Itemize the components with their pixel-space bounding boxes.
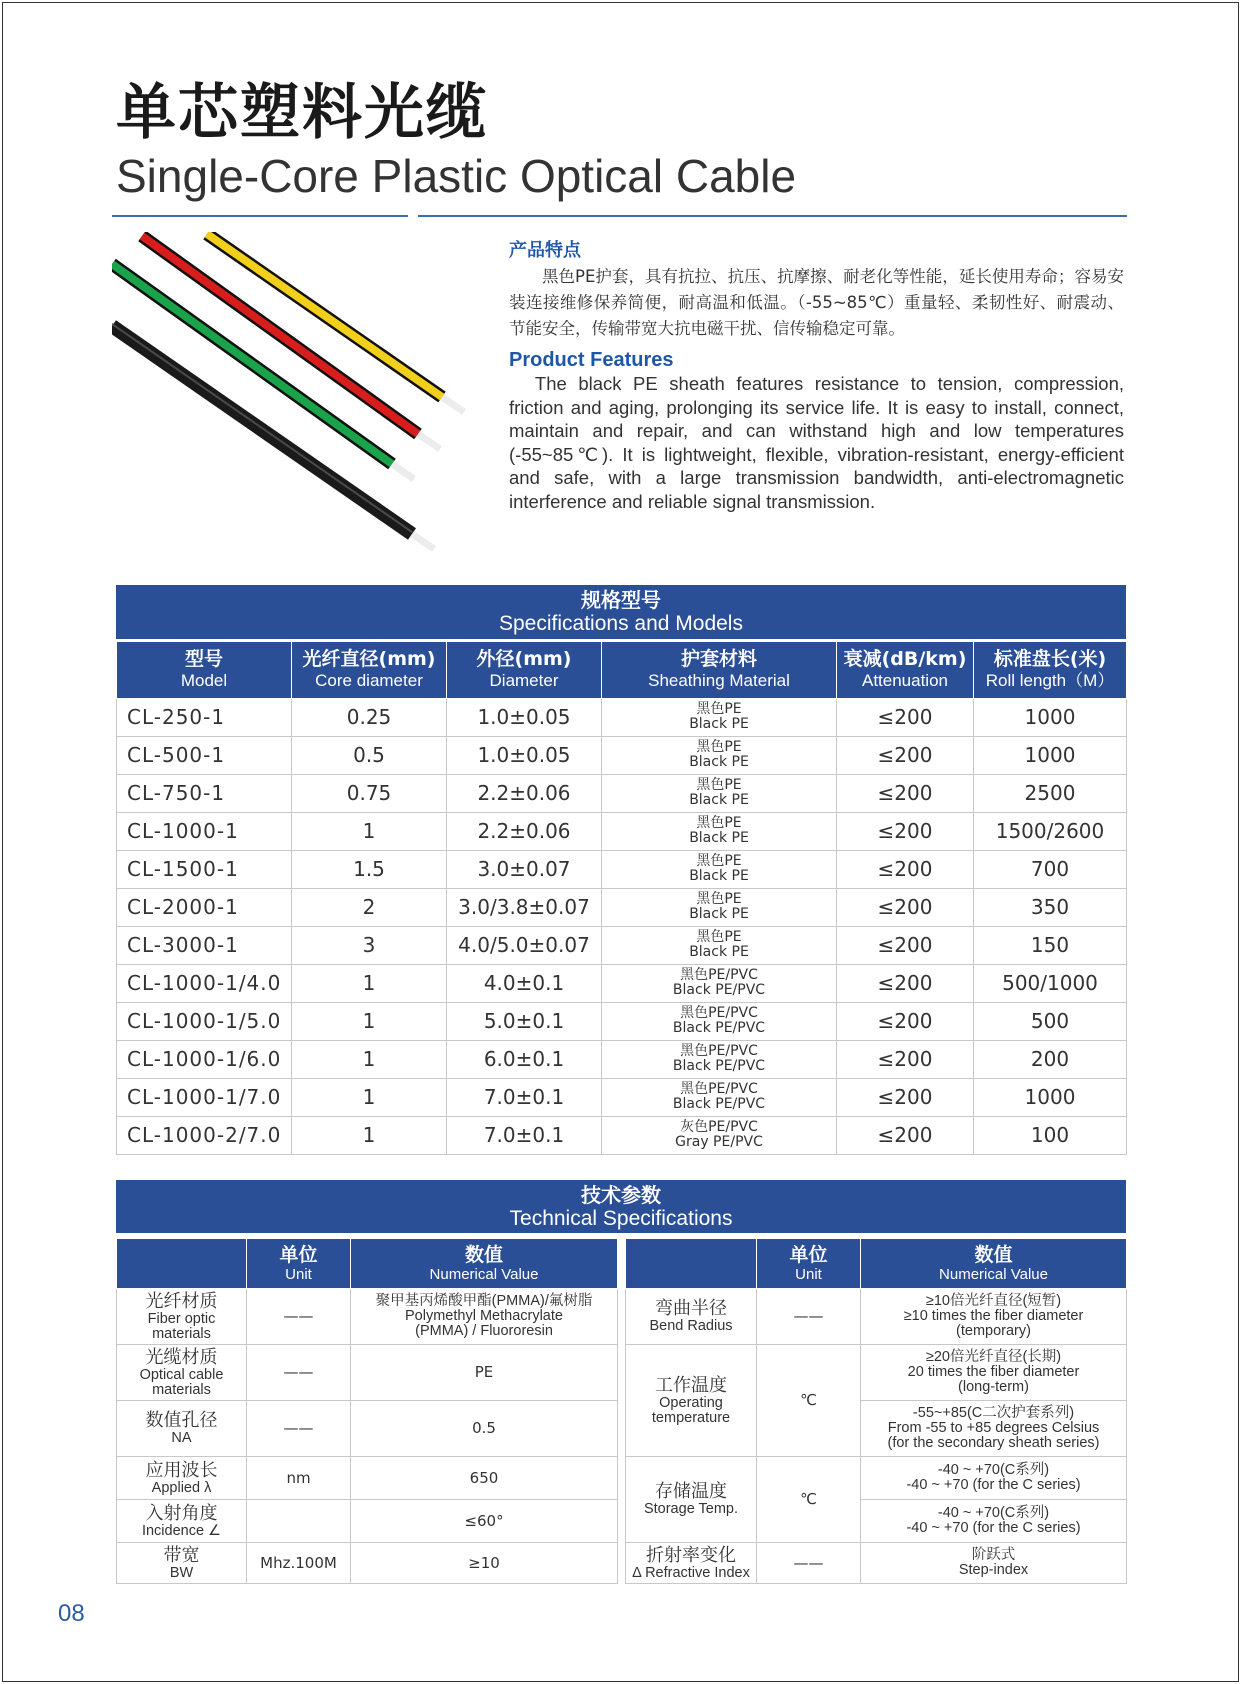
spec-sheath-material: 黑色PE Black PE: [602, 698, 837, 736]
fiber-material-value: 聚甲基丙烯酸甲酯(PMMA)/氟树脂 Polymethyl Methacrylate (PMMA) / Fluororesin: [351, 1289, 618, 1345]
tech-header-blank-right: [626, 1239, 757, 1289]
spec-attenuation: ≤200: [837, 1116, 974, 1154]
spec-roll-length: 1500/2600: [974, 812, 1127, 850]
spec-header-row: [117, 642, 1127, 698]
product-features: [509, 238, 1124, 513]
spec-model: CL-1500-1: [117, 850, 292, 888]
spec-header-1: 光纤直径(mm) Core diameter: [292, 642, 447, 698]
tech-header-unit-left: 单位 Unit: [247, 1239, 351, 1289]
spec-roll-length: 1000: [974, 1078, 1127, 1116]
tech-row-wavelength: [117, 1457, 1127, 1500]
wavelength-label: 应用波长 Applied λ: [117, 1457, 247, 1500]
spec-sheath-material: 黑色PE Black PE: [602, 812, 837, 850]
spec-header-3: 护套材料 Sheathing Material: [602, 642, 837, 698]
spec-sheath-material: 黑色PE/PVC Black PE/PVC: [602, 1040, 837, 1078]
spec-model: CL-1000-1/6.0: [117, 1040, 292, 1078]
spec-row: [117, 774, 1127, 812]
spec-core-diameter: 1: [292, 812, 447, 850]
tech-row-na: [117, 1401, 1127, 1457]
spec-roll-length: 1000: [974, 736, 1127, 774]
tech-header-unit-right: 单位 Unit: [757, 1239, 861, 1289]
incidence-unit: [247, 1500, 351, 1543]
spec-sheath-material: 灰色PE/PVC Gray PE/PVC: [602, 1116, 837, 1154]
na-value: 0.5: [351, 1401, 618, 1457]
spec-header-5: 标准盘长(米) Roll length（M）: [974, 642, 1127, 698]
features-text-en: The black PE sheath features resistance to tension, compression, friction and aging, prolonging its service life. It is easy to install, connect, maintain and repair, and can withstand high and low temperatures (-55~85℃). It is lightweight, flexible, vibration-resistant, energy-efficient and safe, with a large transmission bandwidth, anti-electromagnetic interference and reliable signal transmission.: [509, 373, 1124, 512]
spec-diameter: 4.0/5.0±0.07: [447, 926, 602, 964]
tech-row-incidence: [117, 1500, 1127, 1543]
spec-model: CL-1000-2/7.0: [117, 1116, 292, 1154]
spec-model: CL-250-1: [117, 698, 292, 736]
spec-row: [117, 964, 1127, 1002]
spec-attenuation: ≤200: [837, 698, 974, 736]
spec-row: [117, 736, 1127, 774]
page-title-cn: 单芯塑料光缆: [116, 78, 488, 148]
tech-band-cn: 技术参数: [581, 1183, 661, 1207]
spec-band-cn: 规格型号: [581, 588, 661, 612]
title-rule-right: [418, 215, 1127, 217]
incidence-label: 入射角度 Incidence ∠: [117, 1500, 247, 1543]
spec-sheath-material: 黑色PE Black PE: [602, 850, 837, 888]
spec-core-diameter: 0.25: [292, 698, 447, 736]
spec-diameter: 7.0±0.1: [447, 1078, 602, 1116]
wavelength-unit: nm: [247, 1457, 351, 1500]
na-label: 数值孔径 NA: [117, 1401, 247, 1457]
spec-row: [117, 888, 1127, 926]
tech-band: [116, 1180, 1126, 1233]
spec-roll-length: 200: [974, 1040, 1127, 1078]
fiber-material-unit: ——: [247, 1289, 351, 1345]
spec-row: [117, 1002, 1127, 1040]
spec-attenuation: ≤200: [837, 736, 974, 774]
bandwidth-unit: Mhz.100M: [247, 1543, 351, 1584]
spec-core-diameter: 1: [292, 1116, 447, 1154]
tech-header-value-left: 数值 Numerical Value: [351, 1239, 618, 1289]
spec-sheath-material: 黑色PE Black PE: [602, 926, 837, 964]
spec-diameter: 1.0±0.05: [447, 736, 602, 774]
spec-model: CL-2000-1: [117, 888, 292, 926]
spec-attenuation: ≤200: [837, 888, 974, 926]
spec-roll-length: 700: [974, 850, 1127, 888]
bend-radius-label: 弯曲半径 Bend Radius: [626, 1289, 757, 1345]
spec-diameter: 3.0±0.07: [447, 850, 602, 888]
storage-temp-value-b: -40 ~ +70(C系列) -40 ~ +70 (for the C series): [861, 1500, 1127, 1543]
spec-model: CL-1000-1/5.0: [117, 1002, 292, 1040]
spec-diameter: 2.2±0.06: [447, 774, 602, 812]
tech-header-value-right: 数值 Numerical Value: [861, 1239, 1127, 1289]
spec-roll-length: 2500: [974, 774, 1127, 812]
spec-row: [117, 1040, 1127, 1078]
spec-attenuation: ≤200: [837, 812, 974, 850]
spec-header-0: 型号 Model: [117, 642, 292, 698]
spec-core-diameter: 2: [292, 888, 447, 926]
tech-gap: [618, 1239, 626, 1289]
spec-attenuation: ≤200: [837, 850, 974, 888]
bend-radius-unit: ——: [757, 1289, 861, 1345]
features-text-cn: 黑色PE护套，具有抗拉、抗压、抗摩擦、耐老化等性能，延长使用寿命；容易安装连接维修保养简便，耐高温和低温。（-55~85℃）重量轻、柔韧性好、耐震动、节能安全，传输带宽大抗电磁干扰、信传输稳定可靠。: [509, 267, 1124, 338]
spec-sheath-material: 黑色PE/PVC Black PE/PVC: [602, 1078, 837, 1116]
spec-attenuation: ≤200: [837, 1040, 974, 1078]
spec-header-2: 外径(mm) Diameter: [447, 642, 602, 698]
fiber-material-label: 光纤材质 Fiber optic materials: [117, 1289, 247, 1345]
spec-model: CL-1000-1: [117, 812, 292, 850]
cable-material-value: PE: [351, 1345, 618, 1401]
spec-roll-length: 1000: [974, 698, 1127, 736]
operating-temp-label: 工作温度 Operating temperature: [626, 1345, 757, 1457]
operating-temp-value: -55~+85(C二次护套系列) From -55 to +85 degrees Celsius (for the secondary sheath series): [861, 1401, 1127, 1457]
spec-model: CL-1000-1/4.0: [117, 964, 292, 1002]
spec-roll-length: 500: [974, 1002, 1127, 1040]
spec-attenuation: ≤200: [837, 926, 974, 964]
bend-radius-long-value: ≥20倍光纤直径(长期) 20 times the fiber diameter (long-term): [861, 1345, 1127, 1401]
title-rule-left: [112, 215, 408, 217]
spec-band-en: Specifications and Models: [499, 612, 743, 635]
spec-sheath-material: 黑色PE Black PE: [602, 888, 837, 926]
storage-temp-label: 存储温度 Storage Temp.: [626, 1457, 757, 1543]
storage-temp-value-a: -40 ~ +70(C系列) -40 ~ +70 (for the C series): [861, 1457, 1127, 1500]
spec-roll-length: 100: [974, 1116, 1127, 1154]
tech-row-cable-material: [117, 1345, 1127, 1401]
spec-model: CL-3000-1: [117, 926, 292, 964]
spec-core-diameter: 0.75: [292, 774, 447, 812]
tech-table: [116, 1238, 1127, 1584]
refractive-index-value: 阶跃式 Step-index: [861, 1543, 1127, 1584]
storage-temp-unit: ℃: [757, 1457, 861, 1543]
tech-header-row: [117, 1239, 1127, 1289]
tech-band-en: Technical Specifications: [509, 1207, 733, 1230]
refractive-index-unit: ——: [757, 1543, 861, 1584]
spec-core-diameter: 1: [292, 1002, 447, 1040]
spec-row: [117, 1078, 1127, 1116]
spec-core-diameter: 1: [292, 1078, 447, 1116]
spec-band: [116, 585, 1126, 639]
spec-diameter: 5.0±0.1: [447, 1002, 602, 1040]
spec-model: CL-1000-1/7.0: [117, 1078, 292, 1116]
spec-diameter: 3.0/3.8±0.07: [447, 888, 602, 926]
spec-core-diameter: 1: [292, 1040, 447, 1078]
green-cable: [112, 264, 414, 479]
spec-diameter: 6.0±0.1: [447, 1040, 602, 1078]
spec-sheath-material: 黑色PE/PVC Black PE/PVC: [602, 964, 837, 1002]
spec-diameter: 1.0±0.05: [447, 698, 602, 736]
page-title-en: Single-Core Plastic Optical Cable: [116, 150, 797, 202]
spec-row: [117, 698, 1127, 736]
spec-attenuation: ≤200: [837, 1078, 974, 1116]
spec-core-diameter: 1.5: [292, 850, 447, 888]
spec-header-4: 衰减(dB/km) Attenuation: [837, 642, 974, 698]
refractive-index-label: 折射率变化 Δ Refractive Index: [626, 1543, 757, 1584]
spec-attenuation: ≤200: [837, 1002, 974, 1040]
cable-material-label: 光缆材质 Optical cable materials: [117, 1345, 247, 1401]
spec-roll-length: 150: [974, 926, 1127, 964]
features-heading-en: Product Features: [509, 349, 674, 371]
spec-table-body: [117, 698, 1127, 1154]
tech-row-fiber-material: [117, 1289, 1127, 1345]
red-cable: [142, 236, 440, 449]
spec-attenuation: ≤200: [837, 774, 974, 812]
page-number: 08: [58, 1600, 85, 1627]
operating-temp-unit: ℃: [757, 1345, 861, 1457]
cable-material-unit: ——: [247, 1345, 351, 1401]
spec-row: [117, 812, 1127, 850]
spec-model: CL-500-1: [117, 736, 292, 774]
bandwidth-label: 带宽 BW: [117, 1543, 247, 1584]
spec-sheath-material: 黑色PE Black PE: [602, 736, 837, 774]
spec-row: [117, 850, 1127, 888]
cable-product-photo: [112, 232, 492, 568]
tech-row-bandwidth: [117, 1543, 1127, 1584]
spec-sheath-material: 黑色PE/PVC Black PE/PVC: [602, 1002, 837, 1040]
spec-row: [117, 1116, 1127, 1154]
spec-core-diameter: 1: [292, 964, 447, 1002]
spec-roll-length: 500/1000: [974, 964, 1127, 1002]
bend-radius-value: ≥10倍光纤直径(短暂) ≥10 times the fiber diameter (temporary): [861, 1289, 1127, 1345]
tech-header-blank-left: [117, 1239, 247, 1289]
wavelength-value: 650: [351, 1457, 618, 1500]
spec-table: [116, 642, 1127, 1155]
spec-diameter: 2.2±0.06: [447, 812, 602, 850]
spec-sheath-material: 黑色PE Black PE: [602, 774, 837, 812]
na-unit: ——: [247, 1401, 351, 1457]
spec-model: CL-750-1: [117, 774, 292, 812]
spec-roll-length: 350: [974, 888, 1127, 926]
spec-core-diameter: 3: [292, 926, 447, 964]
spec-core-diameter: 0.5: [292, 736, 447, 774]
spec-attenuation: ≤200: [837, 964, 974, 1002]
spec-diameter: 4.0±0.1: [447, 964, 602, 1002]
spec-diameter: 7.0±0.1: [447, 1116, 602, 1154]
bandwidth-value: ≥10: [351, 1543, 618, 1584]
features-heading-cn: 产品特点: [509, 240, 581, 261]
yellow-cable: [207, 234, 464, 412]
spec-row: [117, 926, 1127, 964]
incidence-value: ≤60°: [351, 1500, 618, 1543]
